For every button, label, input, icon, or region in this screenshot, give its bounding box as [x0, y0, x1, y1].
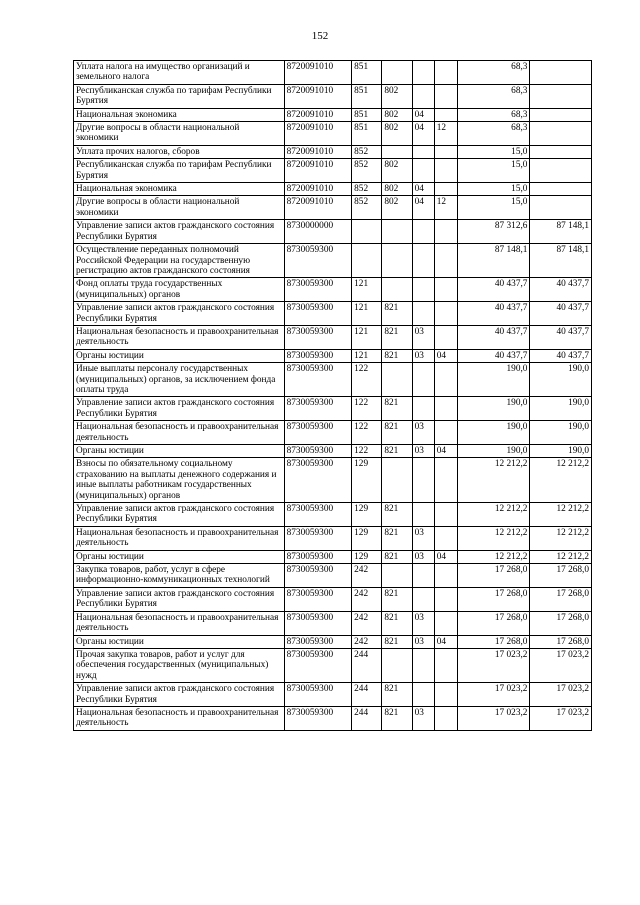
section-cell: [412, 278, 434, 302]
department-code-cell: [382, 220, 412, 244]
target-article-cell: 8720091010: [284, 61, 352, 85]
section-cell: [412, 145, 434, 158]
department-code-cell: [382, 564, 412, 588]
amount-cell-2: 40 437,7: [530, 349, 592, 362]
section-cell: [412, 220, 434, 244]
section-cell: 03: [412, 421, 434, 445]
row-name-cell: Национальная безопасность и правоохранительная деятельность: [74, 706, 285, 730]
table-row: [74, 159, 592, 183]
expense-type-cell: 121: [352, 325, 382, 349]
amount-cell-2: 12 212,2: [530, 458, 592, 503]
amount-cell-2: 17 023,2: [530, 648, 592, 682]
section-cell: 04: [412, 122, 434, 146]
expense-type-cell: 122: [352, 445, 382, 458]
subsection-cell: [434, 325, 457, 349]
page-number: 152: [311, 30, 329, 42]
target-article-cell: 8730059300: [284, 526, 352, 550]
department-code-cell: 821: [382, 706, 412, 730]
row-name-cell: Другие вопросы в области национальной экономики: [74, 196, 285, 220]
department-code-cell: 821: [382, 349, 412, 362]
amount-cell-1: 17 268,0: [457, 611, 530, 635]
table-row: [74, 587, 592, 611]
row-name-cell: Управление записи актов гражданского состояния Республики Бурятия: [74, 302, 285, 326]
department-code-cell: [382, 278, 412, 302]
subsection-cell: [434, 648, 457, 682]
table-row: [74, 325, 592, 349]
amount-cell-1: 190,0: [457, 363, 530, 397]
section-cell: 03: [412, 445, 434, 458]
expense-type-cell: 851: [352, 61, 382, 85]
expense-type-cell: 244: [352, 683, 382, 707]
subsection-cell: [434, 421, 457, 445]
row-name-cell: Управление записи актов гражданского состояния Республики Бурятия: [74, 220, 285, 244]
amount-cell-2: 17 023,2: [530, 706, 592, 730]
subsection-cell: [434, 183, 457, 196]
amount-cell-2: 40 437,7: [530, 302, 592, 326]
row-name-cell: Взносы по обязательному социальному страхованию на выплаты денежного содержания и иные выплаты работникам государственных (муниципальных) органов: [74, 458, 285, 503]
section-cell: 04: [412, 183, 434, 196]
department-code-cell: [382, 61, 412, 85]
amount-cell-2: 17 268,0: [530, 587, 592, 611]
row-name-cell: Республиканская служба по тарифам Республики Бурятия: [74, 159, 285, 183]
section-cell: [412, 503, 434, 527]
amount-cell-1: 40 437,7: [457, 278, 530, 302]
row-name-cell: Управление записи актов гражданского состояния Республики Бурятия: [74, 397, 285, 421]
amount-cell-2: 17 268,0: [530, 564, 592, 588]
amount-cell-1: 17 023,2: [457, 683, 530, 707]
department-code-cell: 821: [382, 302, 412, 326]
amount-cell-1: 15,0: [457, 196, 530, 220]
table-row: [74, 635, 592, 648]
expense-type-cell: 121: [352, 278, 382, 302]
table-row: [74, 421, 592, 445]
target-article-cell: 8720091010: [284, 108, 352, 121]
section-cell: 03: [412, 550, 434, 563]
amount-cell-1: 190,0: [457, 397, 530, 421]
amount-cell-2: 12 212,2: [530, 550, 592, 563]
department-code-cell: [382, 145, 412, 158]
expense-type-cell: 242: [352, 564, 382, 588]
table-row: [74, 526, 592, 550]
expense-type-cell: 129: [352, 550, 382, 563]
table-row: [74, 196, 592, 220]
target-article-cell: 8730059300: [284, 503, 352, 527]
table-row: [74, 503, 592, 527]
target-article-cell: 8720091010: [284, 183, 352, 196]
target-article-cell: 8730059300: [284, 325, 352, 349]
target-article-cell: 8730059300: [284, 611, 352, 635]
amount-cell-1: 68,3: [457, 84, 530, 108]
table-row: [74, 145, 592, 158]
target-article-cell: 8730059300: [284, 421, 352, 445]
subsection-cell: 04: [434, 635, 457, 648]
table-row: [74, 458, 592, 503]
department-code-cell: 802: [382, 122, 412, 146]
section-cell: [412, 587, 434, 611]
department-code-cell: 821: [382, 611, 412, 635]
expense-type-cell: 129: [352, 503, 382, 527]
row-name-cell: Национальная экономика: [74, 108, 285, 121]
amount-cell-2: 12 212,2: [530, 526, 592, 550]
subsection-cell: [434, 564, 457, 588]
department-code-cell: 802: [382, 108, 412, 121]
amount-cell-1: 12 212,2: [457, 526, 530, 550]
target-article-cell: 8730059300: [284, 706, 352, 730]
subsection-cell: [434, 84, 457, 108]
amount-cell-2: [530, 196, 592, 220]
department-code-cell: [382, 363, 412, 397]
row-name-cell: Другие вопросы в области национальной экономики: [74, 122, 285, 146]
amount-cell-2: 190,0: [530, 363, 592, 397]
target-article-cell: 8730059300: [284, 648, 352, 682]
department-code-cell: 821: [382, 635, 412, 648]
section-cell: [412, 84, 434, 108]
expense-type-cell: 852: [352, 159, 382, 183]
section-cell: [412, 159, 434, 183]
section-cell: [412, 61, 434, 85]
expense-type-cell: 851: [352, 108, 382, 121]
amount-cell-1: 68,3: [457, 108, 530, 121]
department-code-cell: 802: [382, 84, 412, 108]
table-row: [74, 564, 592, 588]
amount-cell-1: 17 023,2: [457, 648, 530, 682]
row-name-cell: Иные выплаты персоналу государственных (муниципальных) органов, за исключением фонда оплаты труда: [74, 363, 285, 397]
target-article-cell: 8730059300: [284, 587, 352, 611]
expense-type-cell: 122: [352, 421, 382, 445]
section-cell: 03: [412, 706, 434, 730]
target-article-cell: 8730059300: [284, 445, 352, 458]
expense-type-cell: [352, 220, 382, 244]
expense-type-cell: 129: [352, 526, 382, 550]
subsection-cell: [434, 526, 457, 550]
table-row: [74, 61, 592, 85]
subsection-cell: [434, 278, 457, 302]
row-name-cell: Фонд оплаты труда государственных (муниципальных) органов: [74, 278, 285, 302]
section-cell: [412, 683, 434, 707]
section-cell: 03: [412, 526, 434, 550]
subsection-cell: 12: [434, 122, 457, 146]
row-name-cell: Национальная безопасность и правоохранительная деятельность: [74, 611, 285, 635]
amount-cell-2: 87 148,1: [530, 220, 592, 244]
amount-cell-1: 190,0: [457, 421, 530, 445]
amount-cell-2: 190,0: [530, 445, 592, 458]
expense-type-cell: 851: [352, 122, 382, 146]
amount-cell-2: [530, 108, 592, 121]
target-article-cell: 8730059300: [284, 363, 352, 397]
amount-cell-1: 40 437,7: [457, 302, 530, 326]
expense-type-cell: 242: [352, 587, 382, 611]
amount-cell-2: [530, 145, 592, 158]
amount-cell-2: [530, 61, 592, 85]
amount-cell-2: [530, 84, 592, 108]
table-row: [74, 397, 592, 421]
table-row: [74, 648, 592, 682]
row-name-cell: Органы юстиции: [74, 445, 285, 458]
amount-cell-1: 15,0: [457, 145, 530, 158]
table-row: [74, 183, 592, 196]
expense-type-cell: 244: [352, 706, 382, 730]
amount-cell-2: [530, 122, 592, 146]
department-code-cell: 821: [382, 421, 412, 445]
row-name-cell: Прочая закупка товаров, работ и услуг для обеспечения государственных (муниципальных) нужд: [74, 648, 285, 682]
amount-cell-1: 87 148,1: [457, 244, 530, 278]
subsection-cell: [434, 611, 457, 635]
amount-cell-2: 17 023,2: [530, 683, 592, 707]
target-article-cell: 8730059300: [284, 458, 352, 503]
amount-cell-1: 17 268,0: [457, 635, 530, 648]
subsection-cell: 04: [434, 550, 457, 563]
table-row: [74, 220, 592, 244]
row-name-cell: Национальная безопасность и правоохранительная деятельность: [74, 325, 285, 349]
department-code-cell: [382, 648, 412, 682]
section-cell: 03: [412, 325, 434, 349]
section-cell: 03: [412, 611, 434, 635]
department-code-cell: 821: [382, 526, 412, 550]
amount-cell-1: 40 437,7: [457, 349, 530, 362]
amount-cell-1: 68,3: [457, 122, 530, 146]
target-article-cell: 8730059300: [284, 683, 352, 707]
department-code-cell: 821: [382, 445, 412, 458]
amount-cell-1: 17 023,2: [457, 706, 530, 730]
target-article-cell: 8730059300: [284, 349, 352, 362]
target-article-cell: 8730059300: [284, 397, 352, 421]
row-name-cell: Республиканская служба по тарифам Республики Бурятия: [74, 84, 285, 108]
table-row: [74, 349, 592, 362]
department-code-cell: 821: [382, 503, 412, 527]
department-code-cell: 821: [382, 550, 412, 563]
subsection-cell: [434, 587, 457, 611]
row-name-cell: Управление записи актов гражданского состояния Республики Бурятия: [74, 587, 285, 611]
row-name-cell: Осуществление переданных полномочий Российской Федерации на государственную регистрацию актов гражданского состояния: [74, 244, 285, 278]
table-row: [74, 278, 592, 302]
table-row: [74, 706, 592, 730]
subsection-cell: [434, 363, 457, 397]
expense-type-cell: 244: [352, 648, 382, 682]
expense-type-cell: 129: [352, 458, 382, 503]
department-code-cell: 821: [382, 325, 412, 349]
amount-cell-2: 40 437,7: [530, 325, 592, 349]
table-row: [74, 550, 592, 563]
subsection-cell: [434, 302, 457, 326]
subsection-cell: [434, 61, 457, 85]
department-code-cell: 802: [382, 196, 412, 220]
target-article-cell: 8720091010: [284, 122, 352, 146]
expense-type-cell: [352, 244, 382, 278]
department-code-cell: 802: [382, 159, 412, 183]
amount-cell-2: [530, 159, 592, 183]
row-name-cell: Национальная экономика: [74, 183, 285, 196]
table-row: [74, 122, 592, 146]
amount-cell-1: 40 437,7: [457, 325, 530, 349]
section-cell: [412, 302, 434, 326]
expense-type-cell: 122: [352, 363, 382, 397]
expense-type-cell: 242: [352, 611, 382, 635]
target-article-cell: 8720091010: [284, 84, 352, 108]
subsection-cell: [434, 145, 457, 158]
target-article-cell: 8730059300: [284, 550, 352, 563]
row-name-cell: Органы юстиции: [74, 635, 285, 648]
amount-cell-1: 12 212,2: [457, 503, 530, 527]
subsection-cell: [434, 683, 457, 707]
amount-cell-1: 17 268,0: [457, 564, 530, 588]
amount-cell-2: [530, 183, 592, 196]
section-cell: [412, 363, 434, 397]
amount-cell-2: 190,0: [530, 397, 592, 421]
subsection-cell: [434, 159, 457, 183]
table-row: [74, 244, 592, 278]
department-code-cell: [382, 458, 412, 503]
section-cell: 04: [412, 108, 434, 121]
target-article-cell: 8730059300: [284, 244, 352, 278]
amount-cell-1: 87 312,6: [457, 220, 530, 244]
expense-type-cell: 852: [352, 145, 382, 158]
subsection-cell: [434, 397, 457, 421]
amount-cell-1: 12 212,2: [457, 550, 530, 563]
target-article-cell: 8730000000: [284, 220, 352, 244]
subsection-cell: [434, 503, 457, 527]
section-cell: [412, 564, 434, 588]
target-article-cell: 8720091010: [284, 159, 352, 183]
amount-cell-1: 68,3: [457, 61, 530, 85]
expense-type-cell: 121: [352, 302, 382, 326]
table-row: [74, 445, 592, 458]
amount-cell-2: 190,0: [530, 421, 592, 445]
row-name-cell: Уплата прочих налогов, сборов: [74, 145, 285, 158]
target-article-cell: 8730059300: [284, 564, 352, 588]
amount-cell-1: 12 212,2: [457, 458, 530, 503]
section-cell: [412, 244, 434, 278]
amount-cell-2: 40 437,7: [530, 278, 592, 302]
subsection-cell: 04: [434, 349, 457, 362]
table-row: [74, 302, 592, 326]
section-cell: 04: [412, 196, 434, 220]
expense-type-cell: 121: [352, 349, 382, 362]
row-name-cell: Уплата налога на имущество организаций и земельного налога: [74, 61, 285, 85]
row-name-cell: Управление записи актов гражданского состояния Республики Бурятия: [74, 683, 285, 707]
section-cell: [412, 397, 434, 421]
subsection-cell: [434, 220, 457, 244]
amount-cell-1: 15,0: [457, 183, 530, 196]
table-row: [74, 611, 592, 635]
subsection-cell: [434, 706, 457, 730]
expense-type-cell: 852: [352, 183, 382, 196]
section-cell: 03: [412, 635, 434, 648]
subsection-cell: [434, 458, 457, 503]
section-cell: [412, 648, 434, 682]
expense-type-cell: 122: [352, 397, 382, 421]
table-row: [74, 683, 592, 707]
amount-cell-1: 190,0: [457, 445, 530, 458]
section-cell: [412, 458, 434, 503]
row-name-cell: Национальная безопасность и правоохранительная деятельность: [74, 526, 285, 550]
subsection-cell: 12: [434, 196, 457, 220]
target-article-cell: 8730059300: [284, 278, 352, 302]
expense-type-cell: 242: [352, 635, 382, 648]
amount-cell-2: 17 268,0: [530, 611, 592, 635]
table-row: [74, 363, 592, 397]
department-code-cell: 821: [382, 683, 412, 707]
department-code-cell: [382, 244, 412, 278]
table-row: [74, 108, 592, 121]
row-name-cell: Национальная безопасность и правоохранительная деятельность: [74, 421, 285, 445]
row-name-cell: Органы юстиции: [74, 349, 285, 362]
expense-type-cell: 852: [352, 196, 382, 220]
target-article-cell: 8730059300: [284, 635, 352, 648]
subsection-cell: [434, 244, 457, 278]
row-name-cell: Закупка товаров, работ, услуг в сфере информационно-коммуникационных технологий: [74, 564, 285, 588]
subsection-cell: [434, 108, 457, 121]
table-row: [74, 84, 592, 108]
section-cell: 03: [412, 349, 434, 362]
amount-cell-2: 12 212,2: [530, 503, 592, 527]
target-article-cell: 8720091010: [284, 145, 352, 158]
target-article-cell: 8720091010: [284, 196, 352, 220]
budget-table: [73, 60, 592, 731]
amount-cell-2: 17 268,0: [530, 635, 592, 648]
amount-cell-1: 17 268,0: [457, 587, 530, 611]
row-name-cell: Управление записи актов гражданского состояния Республики Бурятия: [74, 503, 285, 527]
amount-cell-1: 15,0: [457, 159, 530, 183]
row-name-cell: Органы юстиции: [74, 550, 285, 563]
department-code-cell: 821: [382, 587, 412, 611]
subsection-cell: 04: [434, 445, 457, 458]
budget-table-body: [74, 61, 592, 731]
expense-type-cell: 851: [352, 84, 382, 108]
target-article-cell: 8730059300: [284, 302, 352, 326]
department-code-cell: 802: [382, 183, 412, 196]
department-code-cell: 821: [382, 397, 412, 421]
amount-cell-2: 87 148,1: [530, 244, 592, 278]
